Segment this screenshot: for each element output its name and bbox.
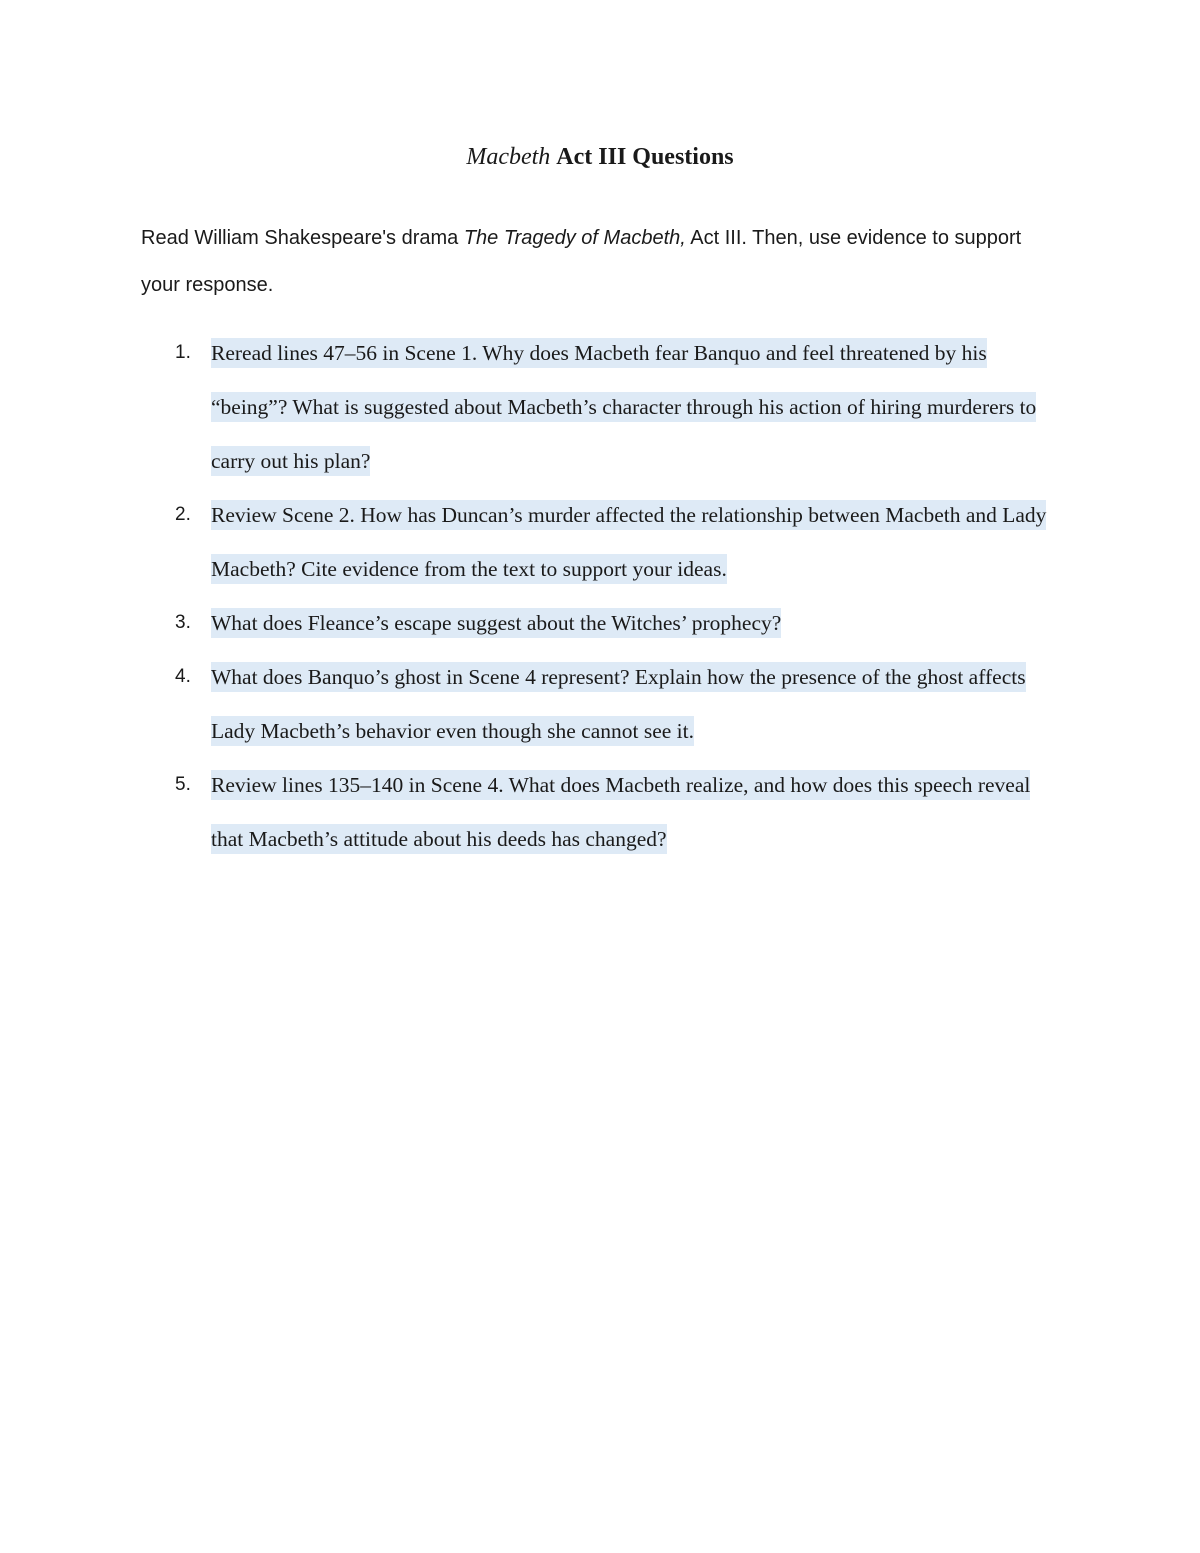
- question-item-4: [141, 650, 1061, 758]
- question-text: Review lines 135–140 in Scene 4. What does Macbeth realize, and how does this speech reveal that Macbeth’s attitude about his deeds has changed?: [211, 770, 1030, 854]
- intro-text-before: Read William Shakespeare's drama: [141, 227, 464, 249]
- question-text: What does Fleance’s escape suggest about the Witches’ prophecy?: [211, 608, 781, 638]
- question-number: 3.: [175, 612, 191, 633]
- question-item-5: [141, 758, 1061, 866]
- question-item-3: [141, 596, 1061, 650]
- title-bold-part: Act III Questions: [556, 144, 734, 170]
- question-number: 1.: [175, 342, 191, 363]
- question-item-2: [141, 488, 1061, 596]
- question-number: 4.: [175, 666, 191, 687]
- intro-paragraph: [141, 215, 1051, 309]
- question-text: Review Scene 2. How has Duncan’s murder affected the relationship between Macbeth and Lady Macbeth? Cite evidence from the text to support your ideas.: [211, 500, 1046, 584]
- question-text: What does Banquo’s ghost in Scene 4 represent? Explain how the presence of the ghost affects Lady Macbeth’s behavior even though she cannot see it.: [211, 662, 1026, 746]
- page-title: [0, 140, 1200, 174]
- intro-italic-title: The Tragedy of Macbeth,: [463, 227, 686, 249]
- question-number: 5.: [175, 774, 191, 795]
- intro-text-after: Act III. Then, use evidence to support your response.: [141, 227, 1022, 296]
- question-number: 2.: [175, 504, 191, 525]
- question-list: [141, 326, 1061, 866]
- question-item-1: [141, 326, 1061, 488]
- question-text: Reread lines 47–56 in Scene 1. Why does Macbeth fear Banquo and feel threatened by his “being”? What is suggested about Macbeth’s character through his action of hiring murderers to carry out his plan?: [211, 338, 1036, 476]
- title-italic-part: Macbeth: [466, 144, 551, 170]
